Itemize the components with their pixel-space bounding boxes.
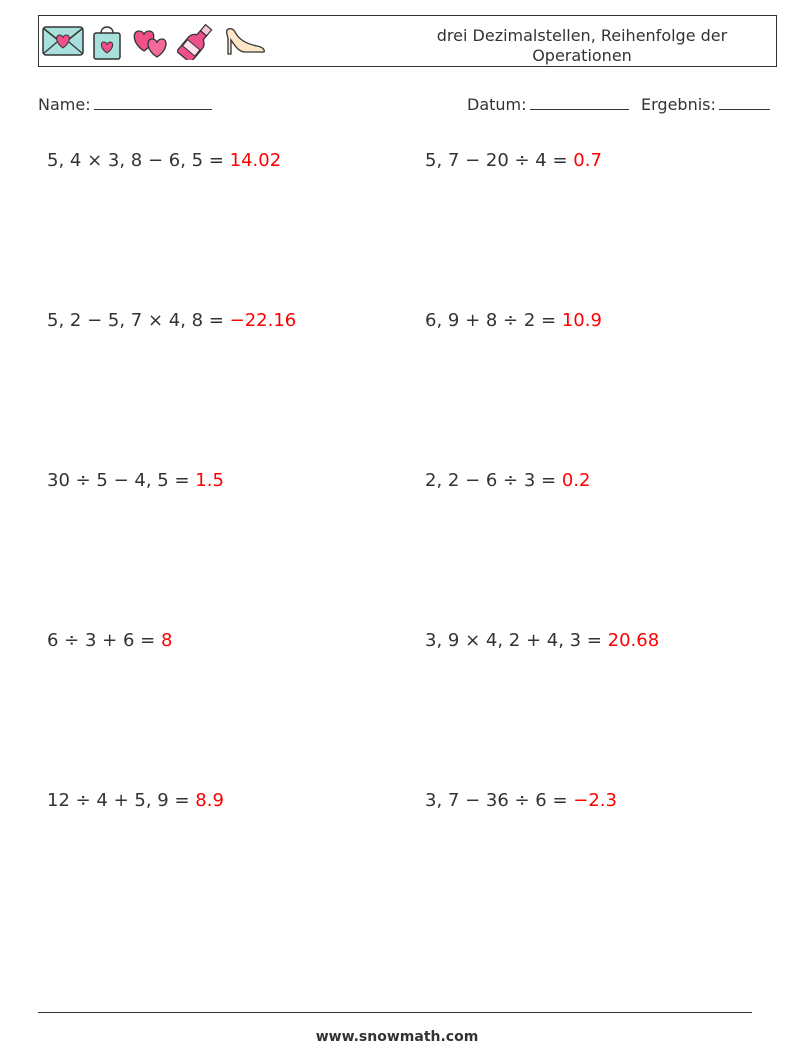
name-label: Name: [38,95,91,114]
problem-answer: 0.7 [573,150,602,171]
problem-5 [47,470,224,491]
problem-expression: 5, 4 × 3, 8 − 6, 5 = [47,150,224,171]
problem-3 [47,310,296,331]
date-blank[interactable] [530,93,629,110]
date-field [467,93,629,114]
two-hearts-icon [129,23,171,59]
high-heel-shoe-icon [223,24,267,58]
header-box [38,15,777,67]
result-field [641,93,770,114]
problem-answer: 0.2 [561,470,591,491]
problem-expression: 6, 9 + 8 ÷ 2 = [425,310,557,331]
name-field [38,93,212,114]
champagne-bottle-icon [177,22,217,60]
problem-answer: −22.16 [229,310,297,331]
result-blank[interactable] [719,93,770,110]
gift-bag-icon [91,21,123,61]
worksheet-title: drei Dezimalstellen, Reihenfolge der Operationen [436,26,728,65]
problem-answer: 8 [160,630,173,651]
problem-expression: 5, 7 − 20 ÷ 4 = [425,150,568,171]
problem-answer: 20.68 [607,630,660,651]
problem-answer: 10.9 [561,310,602,331]
footer-url[interactable]: www.snowmath.com [315,1029,479,1045]
date-label: Datum: [467,95,527,114]
problem-expression: 12 ÷ 4 + 5, 9 = [47,790,190,811]
problem-6 [425,470,590,491]
problem-2 [425,150,602,171]
name-blank[interactable] [94,93,212,110]
problem-4 [425,310,602,331]
header-icons [41,21,267,61]
love-letter-icon [41,24,85,58]
problem-7 [47,630,172,651]
problem-1 [47,150,281,171]
problem-expression: 3, 7 − 36 ÷ 6 = [425,790,568,811]
problem-8 [425,630,659,651]
problem-answer: −2.3 [573,790,618,811]
problem-expression: 2, 2 − 6 ÷ 3 = [425,470,557,491]
problem-answer: 8.9 [195,790,224,811]
footer-divider [38,1012,752,1013]
problem-expression: 5, 2 − 5, 7 × 4, 8 = [47,310,224,331]
problem-expression: 30 ÷ 5 − 4, 5 = [47,470,190,491]
result-label: Ergebnis: [641,95,716,114]
problem-answer: 1.5 [195,470,224,491]
problem-10 [425,790,617,811]
problem-9 [47,790,224,811]
problem-expression: 3, 9 × 4, 2 + 4, 3 = [425,630,602,651]
problem-answer: 14.02 [229,150,282,171]
problem-expression: 6 ÷ 3 + 6 = [47,630,156,651]
